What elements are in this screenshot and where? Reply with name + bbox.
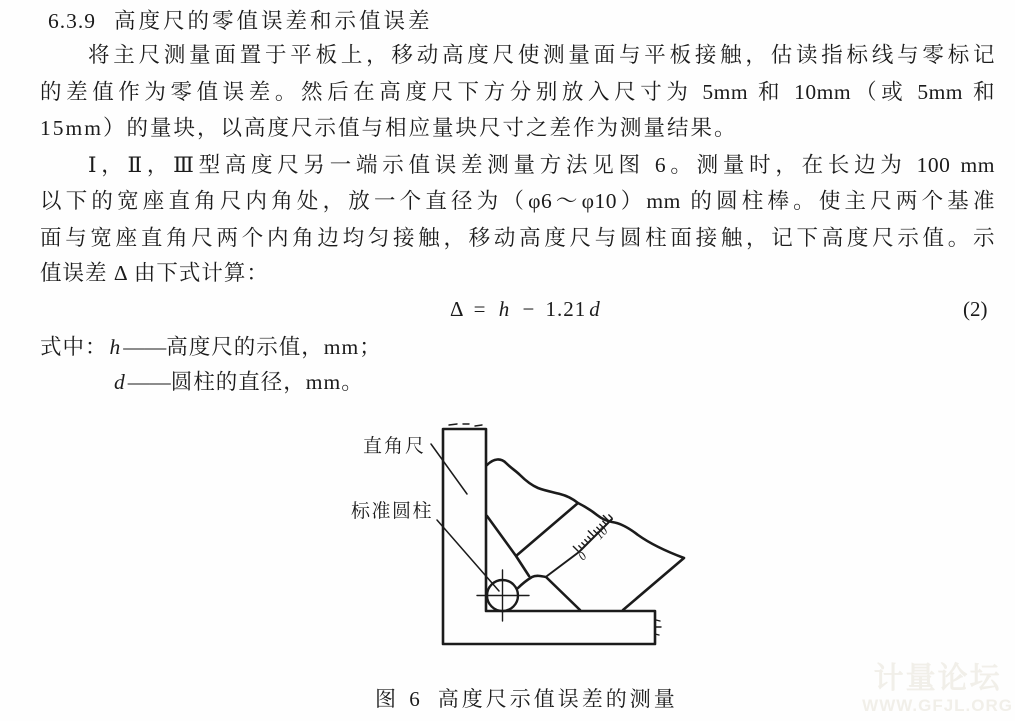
definition-h-text: 高度尺的示值，mm； (166, 335, 382, 359)
definition-dash: —— (127, 370, 171, 394)
square-ruler-outline (443, 429, 655, 644)
formula-mid: − 1.21 (512, 297, 587, 321)
scale-number-zero: 0 (575, 549, 590, 564)
watermark (862, 662, 1013, 716)
symbol-h: h (109, 335, 122, 359)
formula-row (0, 294, 1015, 324)
square-leader-line (431, 444, 467, 494)
watermark-site-url: WWW.GFJL.ORG (862, 696, 1013, 715)
definition-dash: —— (123, 335, 167, 359)
formula-lhs: Δ = (450, 297, 497, 321)
section-number: 6.3.9 (48, 9, 96, 33)
formula-variable-d: d (589, 297, 601, 321)
cylinder-leader-line (437, 520, 499, 591)
definition-prefix: 式中： (40, 335, 108, 359)
formula-variable-h: h (498, 297, 511, 321)
symbol-d: d (114, 370, 126, 394)
paragraph2-line4: 值误差 Δ 由下式计算： (40, 261, 269, 285)
square-ruler-label: 直角尺 (363, 436, 427, 457)
section-title: 高度尺的零值误差和示值误差 (114, 9, 433, 33)
formula-expression (450, 294, 601, 324)
figure-measurement-diagram (330, 415, 730, 660)
scale-number-ten: 10 (592, 523, 611, 543)
paragraph2-line3: 面与宽座直角尺两个内角边均匀接触，移动高度尺与圆柱面接触，记下高度尺示值。示 (40, 226, 995, 250)
definition-h (40, 332, 382, 362)
break-marks-top (449, 424, 482, 426)
definition-d (112, 367, 364, 397)
paragraph2-line1: Ⅰ，Ⅱ，Ⅲ型高度尺另一端示值误差测量方法见图 6。测量时，在长边为 100 mm (88, 153, 995, 177)
equation-number: (2) (963, 297, 988, 321)
definition-d-text: 圆柱的直径，mm。 (170, 370, 364, 394)
paragraph1-line1: 将主尺测量面置于平板上，移动高度尺使测量面与平板接触，估读指标线与零标记 (88, 43, 995, 67)
section-heading (48, 6, 433, 36)
paragraph1-line3: 15mm）的量块，以高度尺示值与相应量块尺寸之差作为测量结果。 (40, 116, 738, 140)
standard-cylinder-label: 标准圆柱 (351, 501, 434, 522)
figure-caption-text: 高度尺示值误差的测量 (437, 687, 678, 711)
paragraph2-line2: 以下的宽座直角尺内角处，放一个直径为（φ6～φ10）mm 的圆柱棒。使主尺两个基准 (40, 189, 995, 213)
figure-caption (375, 684, 678, 714)
figure-caption-label: 图 6 (375, 687, 424, 711)
paragraph1-line2: 的差值作为零值误差。然后在高度尺下方分别放入尺寸为 5mm 和 10mm（或 5mm 和 (40, 80, 995, 104)
watermark-site-name: 计量论坛 (873, 662, 1002, 695)
